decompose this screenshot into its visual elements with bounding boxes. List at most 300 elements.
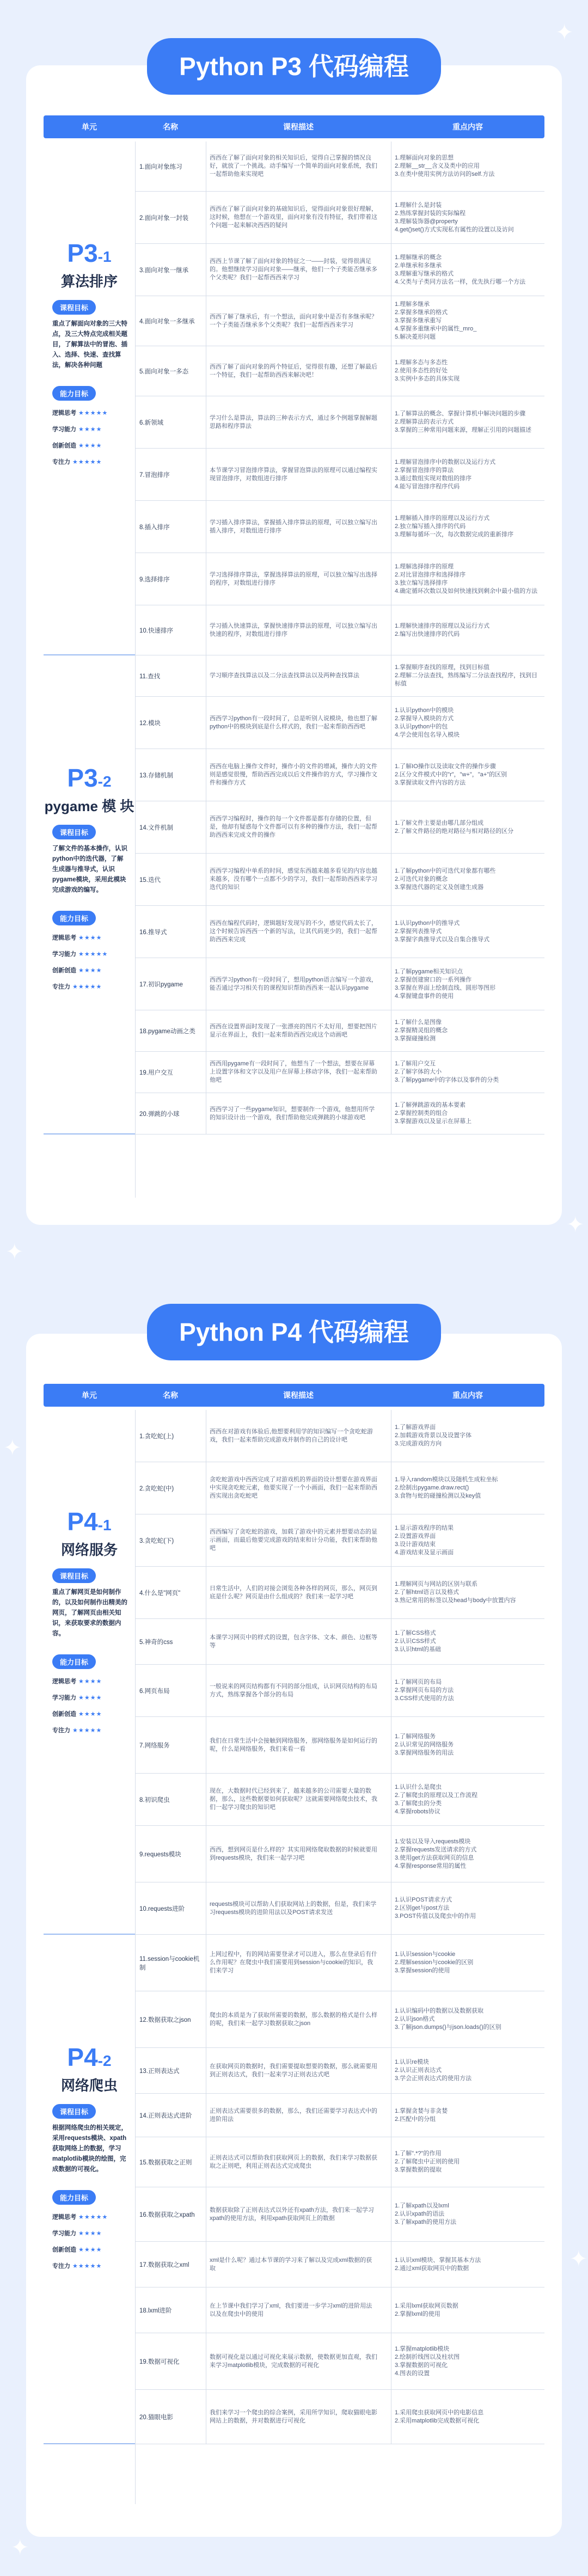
lesson-key-text: 1.认识python中的推导式 2.掌握列表推导式 3.掌握字典推导式以及自集合推导式 (395, 920, 490, 943)
table-row (135, 2390, 544, 2444)
lesson-name: 4.面向对象一多继承 (139, 318, 195, 325)
lesson-name: 3.面向对象一继承 (139, 267, 189, 274)
lesson-desc-text: 我们来学习一个爬虫的综合案例，采用所学知识，爬取猫眼电影网站上的数据，并对数据进行可视化 (210, 2409, 377, 2424)
lesson-key-text: 1.理解选择排序的原理 2.对比冒泡排序和选择排序 3.独立编写选择排序 4.确定循环次数以及如何快速找到剩余中最小值的方法 (395, 563, 538, 594)
lesson-name: 15.数据获取之正则 (139, 2159, 192, 2166)
lesson-desc (206, 1462, 381, 1514)
lesson-desc (206, 296, 381, 346)
lesson-desc (206, 2094, 381, 2137)
ability-row (52, 441, 128, 450)
ability-label: 专注力 (52, 984, 70, 990)
lesson-desc-text: 日常生活中，人们的对接会浏览各种各样的网页，那么，网页到底是什么呢？网页是由什么组成的？我们来一起学习吧 (210, 1585, 377, 1600)
lesson-desc-text: requests模块可以帮助人们获取网站上的数据，但是，我们来学习requests模块的进阶用法以及POST请求发送 (210, 1900, 377, 1916)
ability-label: 学习能力 (52, 2230, 76, 2237)
lesson-desc-text: 在上节课中我们学习了xml，我们要进一步学习xml的进阶用法以及在爬虫中的使用 (210, 2302, 372, 2317)
table-row (135, 1514, 544, 1567)
lesson-desc-text: 西西学习了一些pygame知识，想要制作一个游戏，他想用所学的知识设计出一个游戏，我们帮助他完成弹跳的小球游戏吧 (210, 1106, 375, 1121)
lesson-key-text: 1.了解CSS格式 2.认识CSS样式 3.认识html的基础 (395, 1630, 441, 1653)
goal-text: 了解文件的基本操作，认识python中的迭代器，了解生成器与推导式，认识pygame模块，采用此模块完成游戏的编写。 (52, 845, 127, 893)
lesson-key-text: 1.理解多态与多态性 2.使用多态性的好处 3.实例中多态的具体实现 (395, 359, 460, 382)
lesson-desc (206, 2137, 381, 2187)
ability-row (52, 2212, 128, 2221)
lesson-key-text: 1.认识python中的模块 2.掌握导入模块的方式 3.认识python中的包 4.学会使用包名导入模块 (395, 707, 460, 738)
unit-code-sub: -2 (97, 773, 112, 790)
table-row (135, 1410, 544, 1462)
ability-stars: ★★★★ (78, 935, 102, 941)
lesson-desc-text: 一般说来的网页结构都有不同的部分组成，认识网页结构的布局方式，熟练掌握各个部分的布局 (210, 1683, 377, 1698)
lesson-name: 13.正则表达式 (139, 2068, 180, 2075)
goal-text: 重点了解面向对象的三大特点，及三大特点完成相关题目，了解算法中的冒泡、插入、选择、快速、查找算法，解决各种问题 (52, 321, 127, 369)
lesson-key-text: 1.理解快速排序的原理以及运行方式 2.编写出快速排序的代码 (395, 622, 490, 637)
lesson-desc (206, 1093, 381, 1134)
ability-label: 学习能力 (52, 951, 76, 958)
ability-stars: ★★★★★ (78, 2214, 108, 2221)
ability-label: 创新创造 (52, 443, 76, 449)
lesson-key (391, 1567, 544, 1618)
lesson-name: 14.正则表达式进阶 (139, 2112, 192, 2119)
table-row (135, 346, 544, 396)
ability-label: 创新创造 (52, 2247, 76, 2253)
lesson-desc-text: 西西学习编程中单系的时间，感觉东西越来越多看见的内容也越来越多，没有哪个一点都不少的学习，我们一起帮助西西来学习迭代的知识 (210, 868, 377, 891)
ability-label: 逻辑思考 (52, 410, 76, 416)
lesson-desc-text: 爬虫的本质是为了获取所需要的数据，那么数据的格式是什么样的呢，我们来一起学习数据获取之json (210, 2011, 377, 2027)
lesson-desc-text: 西西用pygame有一段时间了，他想当了一个想法，想要在屏幕上设置字体和文字以及用户在屏幕上移动字体，我们一起来帮助他吧 (210, 1060, 377, 1083)
goal-badge: 课程目标 (52, 2104, 96, 2119)
lesson-desc (206, 1052, 381, 1093)
ability-badge: 能力目标 (52, 1654, 96, 1669)
lesson-desc (206, 1410, 381, 1462)
lesson-name: 12.数据获取之json (139, 2016, 191, 2023)
table-row (135, 396, 544, 449)
lesson-desc-text: 学习插入排序算法，掌握插入排序算法的原理，可以独立编写出插入排序，对数组进行排序 (210, 519, 377, 534)
table-row (135, 2137, 544, 2187)
lesson-key-text: 1.了解网络服务 2.认识常见的网络服务 3.掌握网络服务的用法 (395, 1733, 454, 1756)
lesson-desc-text: 本课学习网页中的样式的设置，包含字体、文本、颜色、边框等等 (210, 1634, 377, 1649)
lesson-key-text: 1.认识session与cookie 2.理解session与cookie的区别 3.掌握session的使用 (395, 1951, 474, 1974)
ability-row (52, 2261, 128, 2270)
header-name: 名称 (163, 122, 178, 131)
lesson-desc (206, 697, 381, 749)
lesson-desc-text: 学习选择排序算法，掌握选择算法的原理，可以独立编写出选择的程序，对数组进行排序 (210, 571, 377, 586)
lesson-desc-text: 学习顺序查找算法以及二分法查找算法以及两种查找算法 (210, 672, 359, 679)
lesson-name: 20.猫眼电影 (139, 2414, 173, 2421)
table-row (135, 2094, 544, 2137)
table-row (135, 605, 544, 655)
lesson-key (391, 1514, 544, 1566)
lesson-name: 6.新领域 (139, 419, 164, 426)
lesson-desc-text: 西西编写了贪吃蛇的游戏，加载了游戏中的元素并想要动态的显示画面，而最后他要完成游戏的结束和计分功能，我们来帮助他吧 (210, 1529, 377, 1551)
lesson-key (391, 655, 544, 696)
table-row (135, 1935, 544, 1991)
table-row (135, 1826, 544, 1882)
lesson-name: 9.选择排序 (139, 576, 170, 583)
lesson-key (391, 2390, 544, 2444)
table-row (135, 1774, 544, 1826)
lesson-key-text: 1.了解什么是图像 2.掌握精灵组的概念 3.掌握碰撞检测 (395, 1019, 448, 1042)
lesson-key (391, 553, 544, 605)
table-row (135, 1882, 544, 1935)
lesson-key-text: 1.了解xpath以及lxml 2.认识xpath的语法 3.了解xpath的使用方法 (395, 2203, 457, 2225)
lesson-name: 6.网页布局 (139, 1688, 170, 1695)
unit-code (44, 2044, 135, 2075)
sparkle-decoration: ✦ (566, 1213, 585, 1237)
lesson-key-text: 1.理解冒泡排序中的数据以及运行方式 2.掌握冒泡排序的算法 3.通过数组实现对数组的排序 4.能写冒泡排序程序代码 (395, 458, 496, 490)
p3-table (44, 142, 544, 1198)
lesson-key (391, 1935, 544, 1991)
lesson-desc-text: 西西在对游戏有体验后,他想要利用学的知识编写一个贪吃蛇游戏，我们一起来帮助完成游戏并制作的自己的设计吧 (210, 1428, 373, 1443)
lesson-desc-text: 西西学习python有一段时间了，想用python语言编写一个游戏，能否通过学习相关有的课程知识帮助西西来一起认识pygame (210, 976, 378, 991)
ability-row (52, 933, 128, 942)
lesson-name: 8.插入排序 (139, 524, 170, 531)
lesson-desc-text: 现在，大数据时代已经到来了，越来越多的公司需要大量的数据，那么，这些数据要如何获取呢？这就需要网络爬虫技术，我们一起学习爬虫的知识吧 (210, 1788, 377, 1811)
column-divider (135, 142, 136, 1198)
ability-stars: ★★★★ (78, 1678, 102, 1685)
lesson-key-text: 1.掌握matplotlib模块 2.绘制折线图以及柱状图 3.掌握数据的可视化 4.图表的设置 (395, 2345, 460, 2377)
lesson-name: 5.面向对象一多态 (139, 368, 189, 375)
lesson-desc (206, 1010, 381, 1051)
lesson-name: 3.贪吃蛇(下) (139, 1537, 174, 1544)
lesson-desc (206, 854, 381, 905)
unit-name: 网络服务 (60, 1542, 118, 1558)
table-row (135, 296, 544, 346)
lesson-key-text: 1.导入random模块以及随机生成粒坐标 2.绘制出pygame.draw.rect() 3.食物与蛇的碰撞检测以及key值 (395, 1476, 498, 1499)
header-unit: 单元 (82, 1391, 97, 1400)
lesson-desc-text: 贪吃蛇游戏中西西完成了对游戏机的界面的设计想要在游戏界面中实现贪吃蛇元素，他要实现了一个小画面，我们一起来帮助西西实现出贪吃蛇吧 (210, 1476, 377, 1499)
lesson-name: 18.lxml进阶 (139, 2307, 172, 2314)
goal-block (52, 2104, 128, 2175)
lesson-key-text: 1.理解网页与网站的区别与联系 2.了解html语言以及格式 3.熟记常用的标签以及head与body中放置内容 (395, 1581, 516, 1604)
lesson-name: 20.弹跳的小球 (139, 1111, 180, 1118)
lesson-key (391, 605, 544, 655)
lesson-name: 8.初识爬虫 (139, 1796, 170, 1804)
lesson-key (391, 449, 544, 500)
ability-badge: 能力目标 (52, 386, 96, 401)
lesson-key-text: 1.认识xml模块、掌握其基本方法 2.通过xml获取网页中的数据 (395, 2256, 481, 2272)
lesson-key (391, 2137, 544, 2187)
table-row (135, 1991, 544, 2048)
lesson-desc-text: 西西在设置界面时发现了一张漂亮的图片不太好用，想要把图片显示在界面上，我们一起来帮助西西完成这个动画吧 (210, 1023, 377, 1038)
lesson-key-text: 1.理解多继承 2.掌握多继承的格式 3.掌握多继承重写 4.掌握多重继承中的属性_mro_ 5.解决菱形问题 (395, 301, 477, 340)
header-unit: 单元 (82, 122, 97, 131)
unit-name: pygame 模 块 (44, 798, 134, 814)
column-divider (135, 1410, 136, 2504)
lesson-key-text: 1.理解继承的概念 2.单继承和多继承 3.理解重写继承的格式 4.父类与子类同方法名一样，优先执行哪一个方法 (395, 254, 526, 285)
lesson-key (391, 296, 544, 346)
table-row (135, 1619, 544, 1665)
lesson-desc (206, 605, 381, 655)
p3-table-header (44, 115, 544, 138)
lesson-desc (206, 142, 381, 191)
ability-stars: ★★★★ (78, 1711, 102, 1718)
lesson-desc-text: 我们在日常生活中会接触到网络服务，那网络服务是如何运行的呢，什么是网络服务，我们来看一看 (210, 1737, 377, 1752)
lesson-key-text: 1.认识POST请求方式 2.区别get与post方法 3.POST传值以及爬虫中的作用 (395, 1897, 476, 1919)
unit-code-main: P3 (67, 764, 98, 792)
table-row (135, 1093, 544, 1134)
lesson-key (391, 1010, 544, 1051)
lesson-desc (206, 1882, 381, 1934)
table-row (135, 553, 544, 605)
table-row (135, 1665, 544, 1717)
ability-block (52, 911, 128, 991)
ability-row (52, 1693, 128, 1702)
table-row (135, 1717, 544, 1774)
sparkle-decoration: ✦ (569, 2247, 588, 2271)
lesson-key-text: 1.了解算法的概念、掌握计算机中解决问题的步骤 2.理解算法的表示方式 3.掌握的三种常用问题来源，理解正引用的问题描述 (395, 410, 532, 433)
lesson-desc (206, 1826, 381, 1882)
sparkle-decoration: ✦ (555, 21, 574, 45)
unit-cell (44, 1410, 135, 1935)
header-desc: 课程描述 (283, 122, 314, 131)
lesson-key (391, 1619, 544, 1664)
unit-code-main: P4 (67, 1507, 98, 1536)
ability-row (52, 2245, 128, 2254)
lesson-desc (206, 2242, 381, 2287)
lesson-desc-text: xml是什么呢？通过本节课的学习来了解以及完成xml数据的获取 (210, 2256, 372, 2272)
lesson-name: 5.神奇的css (139, 1639, 173, 1646)
lesson-key (391, 2333, 544, 2389)
table-row (135, 2048, 544, 2094)
lesson-key (391, 697, 544, 749)
unit-code-sub: -1 (97, 248, 112, 265)
lesson-name: 16.推导式 (139, 929, 167, 936)
lesson-key (391, 1882, 544, 1934)
ability-row (52, 949, 128, 958)
p3-title: Python P3 代码编程 (147, 38, 441, 95)
ability-row (52, 982, 128, 991)
unit-code-sub: -1 (97, 1517, 112, 1534)
lesson-desc (206, 655, 381, 696)
goal-block (52, 300, 128, 371)
p4-title: Python P4 代码编程 (147, 1304, 441, 1360)
lesson-desc-text: 西西在编程代码时，逻辑题好发现写的不少，感觉代码太长了，这个时候告诉西西一个新的写法，让其代码更少的，我们一起帮助西西来完成 (210, 920, 377, 943)
lesson-desc-text: 西西学习编程时，操作的每一个文件都是都有存储的位置，但是，他却有疑惑每个文件都可以有多种的操作方法，我们一起帮助西西来完成文件的操作 (210, 815, 377, 838)
lesson-key (391, 2094, 544, 2137)
ability-row (52, 2229, 128, 2237)
lesson-desc (206, 749, 381, 801)
lesson-desc (206, 192, 381, 243)
table-row (135, 1567, 544, 1619)
lesson-key-text: 1.认识编码中的数据以及数据获取 2.认识json格式 3.了解json.dumps()与json.loads()的区别 (395, 2008, 501, 2031)
lesson-key-text: 1.了解IO操作以及读取文件的操作步骤 2.区分文件模式中的"r"，"w+"，"a+"的区别 3.掌握读取文件内容的方法 (395, 763, 507, 786)
lesson-desc-text: 西西，想到网页是什么样的？其实用网络爬取数据的时候就要用到requests模块，我们来一起学习吧 (210, 1846, 377, 1861)
ability-block (52, 1654, 128, 1734)
lesson-desc (206, 501, 381, 553)
ability-stars: ★★★★ (78, 1695, 102, 1701)
lesson-key (391, 1462, 544, 1514)
lesson-name: 11.session与cookie机制 (139, 1955, 200, 1971)
unit-name: 网络爬虫 (60, 2077, 118, 2094)
ability-row (52, 1677, 128, 1685)
lesson-name: 2.贪吃蛇(中) (139, 1485, 174, 1492)
lesson-desc (206, 2390, 381, 2444)
table-row (135, 2187, 544, 2242)
goal-text: 重点了解网页是如何制作的，以及如何制作出精美的网页，了解网页由相关知识，来获取要求的数据内容。 (52, 1589, 127, 1637)
ability-block (52, 386, 128, 466)
unit-code (44, 764, 135, 795)
lesson-key-text: 1.了解文件主要是由哪几部分组成 2.了解文件路径的绝对路径与相对路径的区分 (395, 819, 514, 835)
goal-text: 根据网络爬虫的相关规定，采用requests模块、xpath获取网络上的数据，学习matplotlib模块的绘图，完成数据的可视化。 (52, 2125, 127, 2173)
ability-row (52, 1726, 128, 1734)
unit-code-sub: -2 (97, 2052, 112, 2069)
ability-label: 专注力 (52, 2263, 70, 2270)
table-row (135, 854, 544, 906)
lesson-key-text: 1.认识什么是爬虫 2.了解爬虫的原理以及工作流程 3.了解爬虫的分类 4.掌握robots协议 (395, 1783, 478, 1815)
lesson-key-text: 1.理解插入排序的原理以及运行方式 2.独立编写插入排序的代码 3.理解每循环一次，每次数据完成的重新排序 (395, 515, 514, 538)
ability-stars: ★★★★ (78, 2230, 102, 2237)
ability-row (52, 425, 128, 433)
lesson-name: 16.数据获取之xpath (139, 2211, 195, 2218)
lesson-key (391, 1665, 544, 1716)
lesson-name: 10.快速排序 (139, 627, 173, 634)
unit-code (44, 1508, 135, 1539)
goal-badge: 课程目标 (52, 1568, 96, 1583)
lesson-key-text: 1.安装以及导入requests模块 2.掌握requests发送请求的方式 3.使用get方法获取网页的信息 4.掌握response常用的属性 (395, 1838, 477, 1869)
lesson-key (391, 346, 544, 396)
lesson-desc (206, 449, 381, 500)
table-row (135, 501, 544, 553)
lesson-desc-text: 西西了解了面向对象的两个特征后，觉得很有趣，还想了解最后一个特征，我们一起帮助西西来解决吧！ (210, 363, 377, 378)
lesson-key-text: 1.了解游戏界面 2.加载游戏背景以及设置字体 3.完成游戏的方向 (395, 1424, 472, 1447)
unit-code-main: P4 (67, 2043, 98, 2071)
lesson-key (391, 1052, 544, 1093)
lesson-desc-text: 西西在电脑上操作文件时，操作小的文件的增减，操作大的文件则是感觉很慢，帮助西西完成以后文件操作的方式，学习操作文件和操作方式 (210, 763, 377, 786)
lesson-name: 18.pygame动画之类 (139, 1028, 195, 1035)
lesson-desc (206, 1774, 381, 1825)
lesson-key (391, 749, 544, 801)
ability-badge: 能力目标 (52, 2190, 96, 2205)
ability-stars: ★★★★ (78, 443, 102, 449)
table-row (135, 906, 544, 958)
lesson-desc (206, 1567, 381, 1618)
ability-block (52, 2190, 128, 2270)
lesson-key (391, 2048, 544, 2093)
lesson-desc-text: 学习插入快速算法，掌握快速排序算法的原理，可以独立编写出快速的程序，对数组进行排序 (210, 622, 377, 637)
goal-block (52, 825, 128, 896)
ability-row (52, 1709, 128, 1718)
lesson-desc (206, 1665, 381, 1716)
lesson-key-text: 1.了解用户交互 2.了解字体的大小 3.了解pygame中的字体以及事件的分类 (395, 1060, 499, 1083)
lesson-key-text: 1.采用爬虫获取网页中的电影信息 2.采用matplotlib完成数据可视化 (395, 2409, 484, 2424)
lesson-name: 11.查找 (139, 673, 161, 680)
goal-badge: 课程目标 (52, 825, 96, 839)
lesson-key-text: 1.了解弹跳游戏的基本要素 2.掌握控制类的组合 3.掌握游戏以及显示在屏幕上 (395, 1102, 472, 1125)
header-name: 名称 (163, 1391, 178, 1400)
lesson-desc-text: 正则表达式需要很多的数据，那么，我们还需要学习表达式中的进阶用法 (210, 2107, 377, 2123)
lesson-desc (206, 2333, 381, 2389)
unit-cell (44, 1935, 135, 2444)
header-desc: 课程描述 (283, 1391, 314, 1400)
lesson-key (391, 2287, 544, 2333)
lesson-key (391, 1991, 544, 2047)
lesson-key (391, 801, 544, 853)
ability-label: 专注力 (52, 1727, 70, 1734)
lesson-key (391, 906, 544, 958)
lesson-name: 19.数据可视化 (139, 2358, 180, 2365)
lesson-key (391, 396, 544, 448)
lesson-desc (206, 958, 381, 1010)
lesson-desc (206, 2048, 381, 2093)
table-row (135, 2287, 544, 2333)
goal-block (52, 1568, 128, 1639)
table-row (135, 1010, 544, 1052)
lesson-name: 2.面向对象一封装 (139, 214, 189, 222)
lesson-key-text: 1.认识re模块 2.认识正则表达式 3.学会正则表达式的使用方法 (395, 2059, 472, 2082)
lesson-desc (206, 2187, 381, 2241)
lesson-desc (206, 2287, 381, 2333)
p4-table (44, 1410, 544, 2504)
ability-label: 创新创造 (52, 1711, 76, 1718)
table-row (135, 697, 544, 749)
table-row (135, 2333, 544, 2390)
lesson-desc (206, 553, 381, 605)
table-row (135, 2242, 544, 2287)
lesson-desc (206, 396, 381, 448)
table-row (135, 958, 544, 1010)
ability-label: 逻辑思考 (52, 2214, 76, 2221)
ability-label: 创新创造 (52, 967, 76, 974)
lesson-name: 9.requests模块 (139, 1851, 181, 1858)
unit-cell (44, 655, 135, 1134)
lesson-key-text: 1.理解面向对象的思想 2.理解__str__含义及类中的应用 3.在类中使用实例方法访问的self.方法 (395, 155, 495, 177)
header-key: 重点内容 (452, 122, 483, 131)
lesson-key-text: 1.采用lxml获取网页数据 2.掌握lxml的使用 (395, 2302, 458, 2317)
ability-label: 学习能力 (52, 1695, 76, 1701)
unit-code-main: P3 (67, 239, 98, 267)
table-row (135, 142, 544, 192)
lesson-name: 7.冒泡排序 (139, 471, 170, 479)
table-row (135, 655, 544, 697)
ability-stars: ★★★★★ (72, 2263, 102, 2270)
lesson-desc (206, 244, 381, 296)
ability-row (52, 457, 128, 466)
ability-stars: ★★★★★ (72, 459, 102, 465)
lesson-desc-text: 西西学习python有一段时间了，总是听别人说模块，他也想了解python中的模块到底是什么样式的，我们一起来帮助西西吧 (210, 715, 378, 730)
lesson-name: 7.网络服务 (139, 1742, 170, 1749)
lesson-desc-text: 正则表达式可以帮助我们获取网页上的数据，我们来学习数据获取之正则吧，利用正则表达式完成爬虫 (210, 2154, 377, 2169)
ability-row (52, 966, 128, 974)
lesson-desc-text: 西西了解了继承后，有一个想法，面向对象中是否有多继承呢？一个子类能否继承多个父类呢？我们一起帮西西来学习 (210, 313, 377, 328)
header-key: 重点内容 (452, 1391, 483, 1400)
lesson-key (391, 192, 544, 243)
lesson-desc-text: 数据获取除了正则表达式以外还有xpath方法，我们来一起学习xpath的使用方法，利用xpath获取网页上的数据 (210, 2206, 374, 2222)
lesson-key-text: 1.理解什么是封装 2.熟练掌握封装的实际编程 3.理解装饰器@property 4.get()set()方式实现私有属性的设置以及访问 (395, 201, 514, 233)
lesson-key (391, 1093, 544, 1134)
lesson-name: 17.初识pygame (139, 981, 183, 988)
ability-stars: ★★★★★ (72, 984, 102, 990)
lesson-desc-text: 本节课学习冒泡排序算法，掌握冒泡算法的原理可以通过编程实现冒泡排序，对数组进行排序 (210, 467, 377, 482)
lesson-desc-text: 西西上节课了解了面向对象的特征之一——封装，觉得很满足的。他想继续学习面向对象——继承，他们一个子类能否继承多个父类呢？我们一起帮西西来学习 (210, 258, 377, 281)
ability-label: 学习能力 (52, 426, 76, 433)
ability-stars: ★★★★ (78, 2247, 102, 2253)
lesson-key-text: 1.了解".*?"的作用 2.了解爬虫中正则的使用 3.掌握数据的提取 (395, 2150, 460, 2173)
lesson-desc (206, 1619, 381, 1664)
lesson-desc-text: 上网过程中，有的网站需要登录才可以进入，那么在登录后有什么作用呢？在爬虫中我们需要用到session与cookie的知识，我们来学习 (210, 1951, 377, 1974)
lesson-name: 19.用户交互 (139, 1069, 173, 1076)
ability-badge: 能力目标 (52, 911, 96, 925)
lesson-key-text: 1.掌握顺序查找的原理，找到目标值 2.理解二分法查找，熟练编写二分法查找程序，找到目标值 (395, 664, 538, 687)
lesson-name: 13.存储机制 (139, 772, 173, 779)
table-row (135, 449, 544, 501)
sparkle-decoration: ✦ (5, 1240, 24, 1264)
lesson-key (391, 2242, 544, 2287)
lesson-key (391, 1774, 544, 1825)
lesson-name: 15.迭代 (139, 876, 161, 884)
lesson-desc-text: 西西在了解了面向对象的相关知识后，觉得自己掌握的情况良好，就放了一个挑战。动手编写一个简单的面向对象系统，我们一起帮助他来实现吧 (210, 155, 377, 177)
lesson-desc (206, 346, 381, 396)
p4-table-header (44, 1384, 544, 1407)
ability-label: 逻辑思考 (52, 1678, 76, 1685)
lesson-name: 1.贪吃蛇(上) (139, 1433, 174, 1440)
